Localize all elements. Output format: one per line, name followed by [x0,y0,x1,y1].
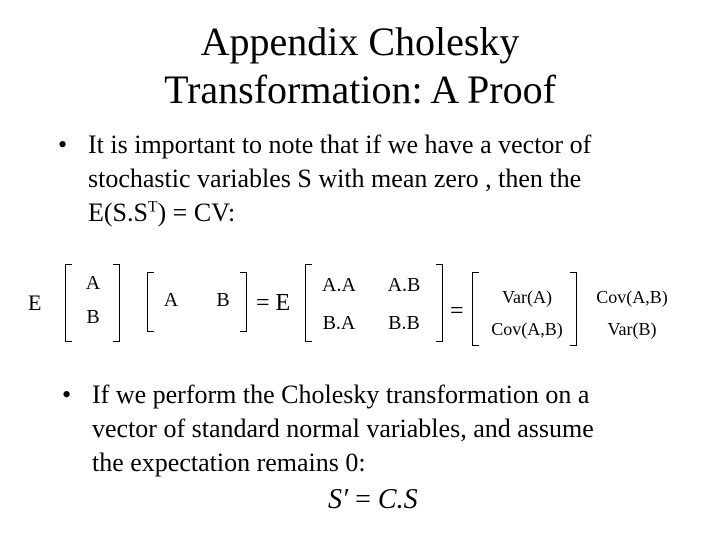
product-matrix-left-bracket [305,264,312,342]
product-matrix-cell: A.A [322,274,356,296]
cov-matrix-cell: Cov(A,B) [491,319,563,339]
cov-matrix-cell: Var(A) [502,287,552,307]
bullet-1-line-3: $E(S.S^T)$ = CV: [88,198,236,227]
row-vector-entry: B [216,289,230,311]
equals-sign: = [450,298,464,324]
cov-matrix-left-bracket [472,272,479,346]
col-vector-left-bracket [65,264,72,342]
row-vector-left-bracket [147,272,154,332]
product-matrix-cell: B.B [388,312,420,334]
title-line-2: Transformation: A Proof [164,67,556,112]
title-line-1: Appendix Cholesky [200,19,520,64]
col-vector-entry: B [86,306,100,328]
formula-equals: = [355,484,371,515]
product-matrix-cell: A.B [387,274,421,296]
matrix-equation [0,258,720,358]
bullet-2-line-1: If we perform the Cholesky transformation on a [92,380,590,409]
slide-title [0,18,720,114]
formula-lhs: S′ [328,484,349,515]
col-vector-right-bracket [113,264,120,342]
row-vector-entry: A [163,289,179,311]
bullet-1 [58,128,698,238]
formula-rhs: C.S [377,484,418,515]
product-matrix-cell: B.A [322,312,356,334]
col-vector-entry: A [85,272,101,294]
bullet-2 [62,378,702,488]
product-matrix-right-bracket [436,264,443,342]
bullet-marker: • [62,380,72,409]
cov-matrix-cell: Var(B) [607,319,657,339]
row-vector-right-bracket [240,272,247,332]
expectation-symbol: E [28,290,42,315]
bullet-2-line-3: the expectation remains 0: [92,448,366,477]
bullet-1-line-1: It is important to note that if we have a vector of [88,130,592,159]
equals-e: = E [256,290,291,316]
cholesky-formula [328,484,418,516]
cov-matrix-cell: Cov(A,B) [596,287,668,307]
bullet-1-line-2: stochastic variables S with mean zero , then the [88,164,582,193]
bullet-2-line-2: vector of standard normal variables, and assume [92,414,594,443]
bullet-marker: • [58,130,68,159]
